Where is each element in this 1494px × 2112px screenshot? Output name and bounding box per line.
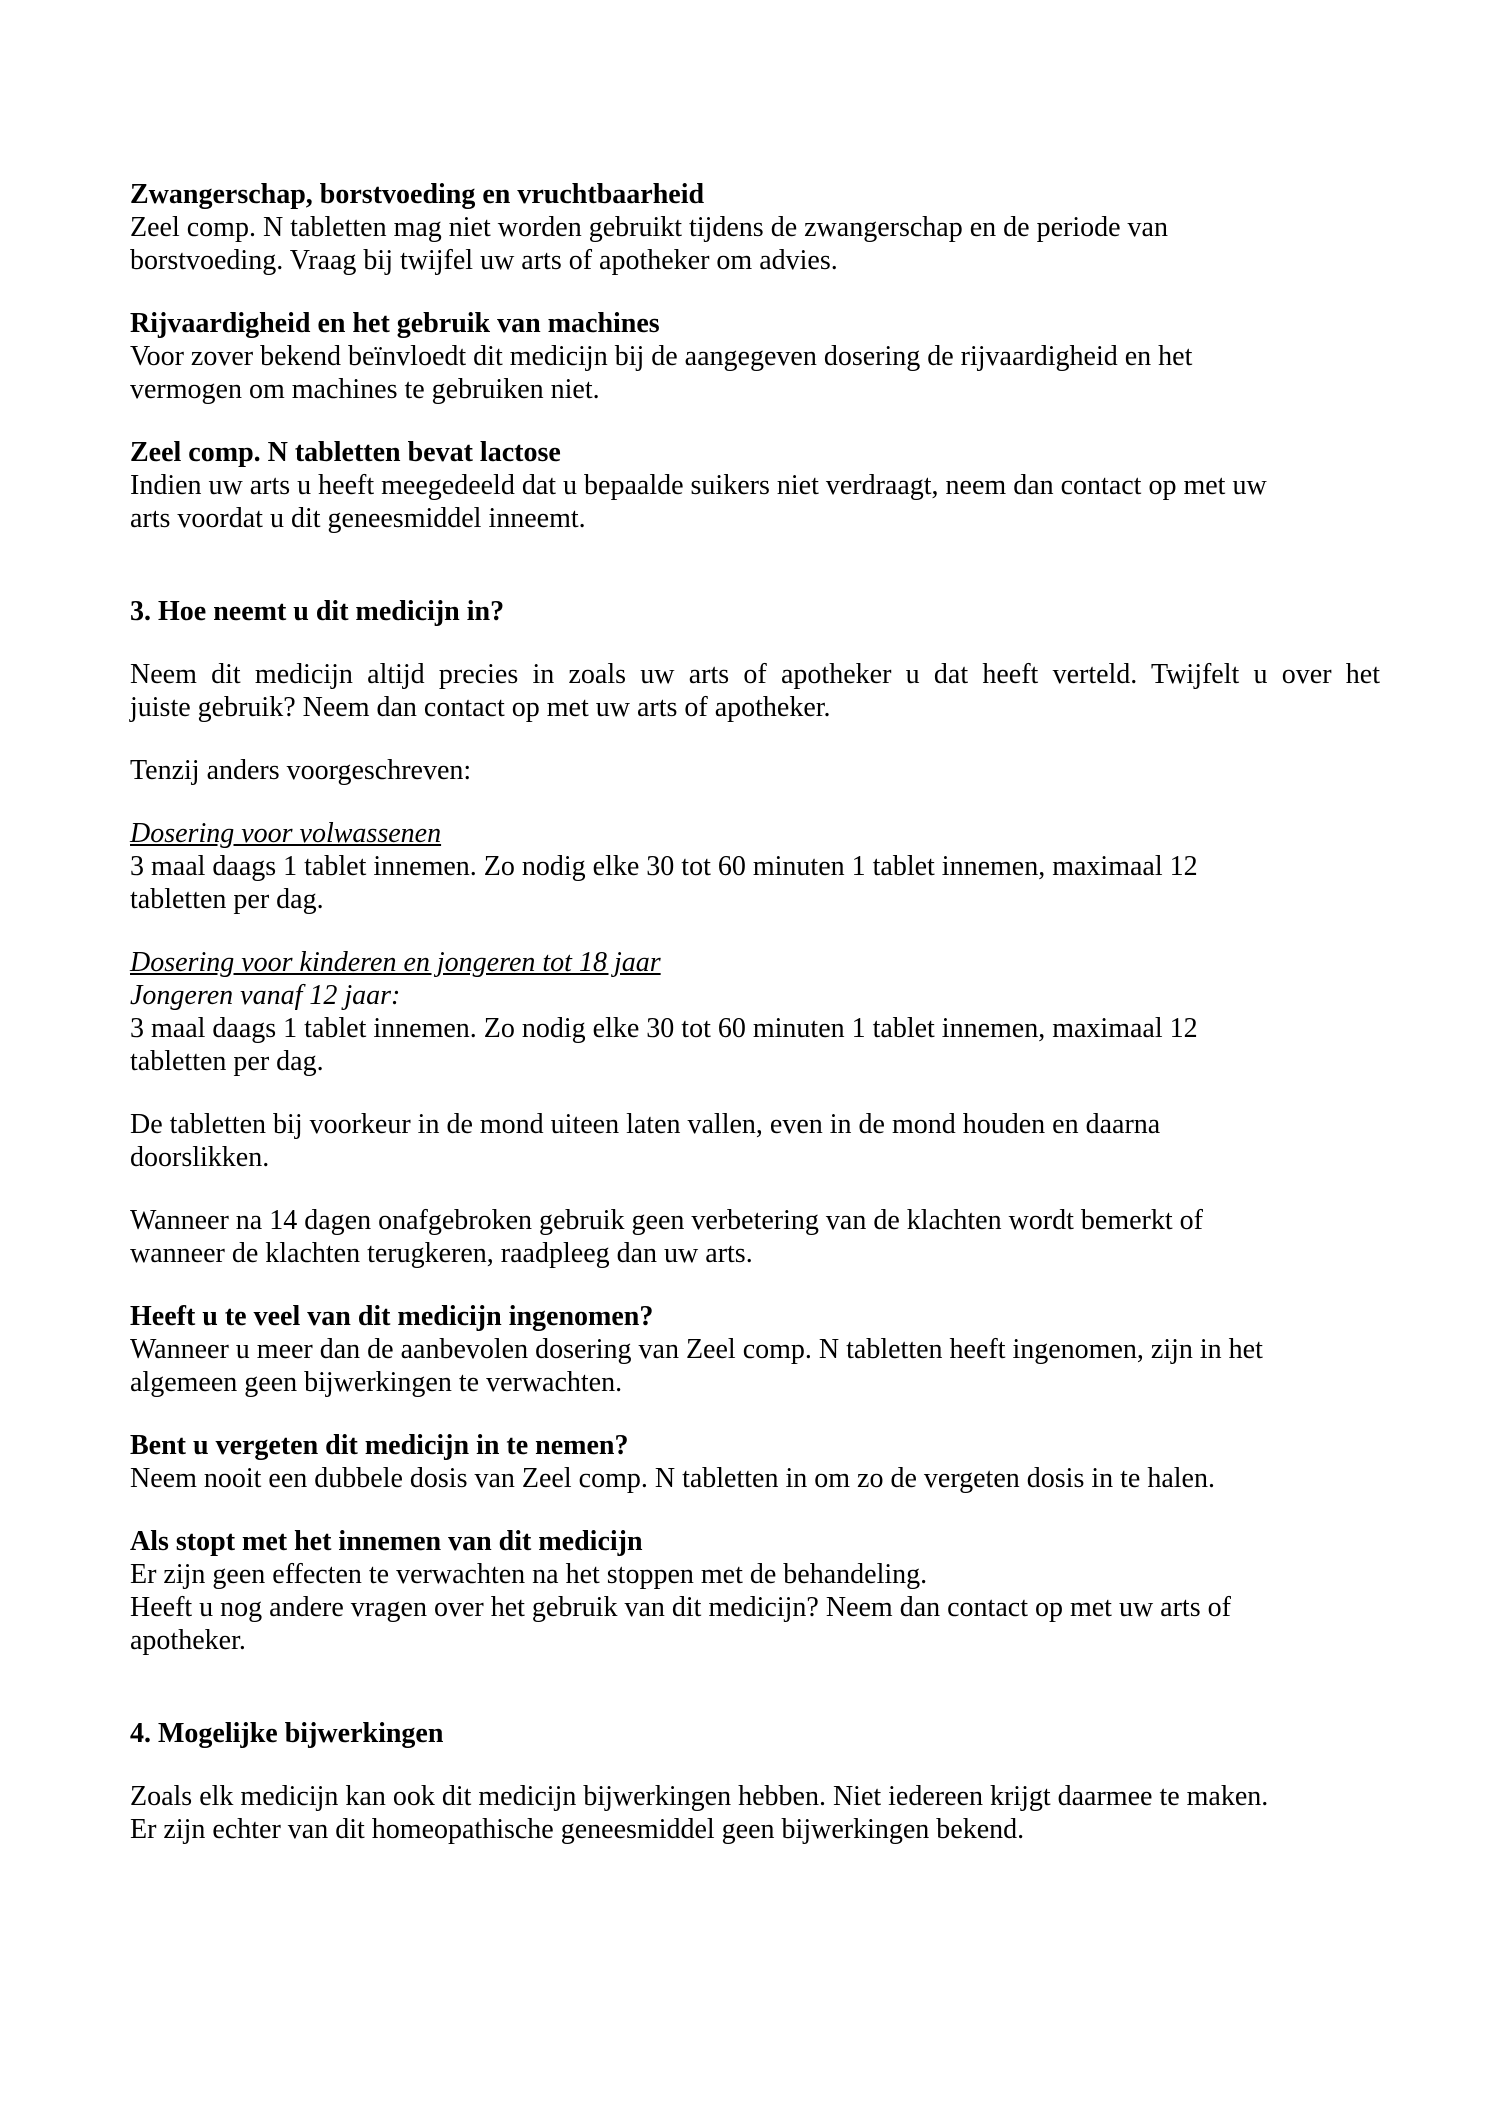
text-line: arts voordat u dit geneesmiddel inneemt. [130, 503, 586, 534]
heading-stoppen [130, 1525, 1380, 1558]
subheading-dosering-kinderen [130, 946, 1380, 979]
text-line: tabletten per dag. [130, 884, 324, 915]
para-bijwerkingen [130, 1780, 1380, 1846]
text-line: Zoals elk medicijn kan ook dit medicijn bijwerkingen hebben. Niet iedereen krijgt daarmee te maken. [130, 1781, 1269, 1812]
para-rijvaardigheid [130, 340, 1380, 406]
text-line: wanneer de klachten terugkeren, raadpleeg dan uw arts. [130, 1238, 753, 1269]
para-dosering-kinderen [130, 1012, 1380, 1078]
text-line: apotheker. [130, 1625, 246, 1656]
text-line: vermogen om machines te gebruiken niet. [130, 374, 600, 405]
section-heading-text: 3. Hoe neemt u dit medicijn in? [130, 596, 505, 627]
subheading-text: Jongeren vanaf 12 jaar: [130, 980, 401, 1011]
text-line: Er zijn echter van dit homeopathische geneesmiddel geen bijwerkingen bekend. [130, 1814, 1025, 1845]
text-line: 3 maal daags 1 tablet innemen. Zo nodig elke 30 tot 60 minuten 1 tablet innemen, maximaal 12 [130, 851, 1198, 882]
section-heading-text: 4. Mogelijke bijwerkingen [130, 1718, 444, 1749]
text-line: Zeel comp. N tabletten mag niet worden gebruikt tijdens de zwangerschap en de periode van [130, 212, 1168, 243]
para-te-veel [130, 1333, 1380, 1399]
text-line: 3 maal daags 1 tablet innemen. Zo nodig elke 30 tot 60 minuten 1 tablet innemen, maximaal 12 [130, 1013, 1198, 1044]
heading-text: Zwangerschap, borstvoeding en vruchtbaarheid [130, 179, 705, 210]
para-14-dagen [130, 1204, 1380, 1270]
para-inname-advies [130, 658, 1380, 724]
para-tabletten-mond [130, 1108, 1380, 1174]
heading-lactose [130, 436, 1380, 469]
heading-text: Rijvaardigheid en het gebruik van machines [130, 308, 660, 339]
text-line: Er zijn geen effecten te verwachten na het stoppen met de behandeling. [130, 1559, 928, 1590]
heading-vergeten [130, 1429, 1380, 1462]
text-line: juiste gebruik? Neem dan contact op met uw arts of apotheker. [130, 692, 831, 723]
heading-zwangerschap [130, 178, 1380, 211]
text-line: borstvoeding. Vraag bij twijfel uw arts of apotheker om advies. [130, 245, 838, 276]
text-line: doorslikken. [130, 1142, 270, 1173]
subheading-text: Dosering voor kinderen en jongeren tot 18 jaar [130, 947, 661, 978]
text-line: Indien uw arts u heeft meegedeeld dat u bepaalde suikers niet verdraagt, neem dan contact op met uw [130, 470, 1267, 501]
para-lactose [130, 469, 1380, 535]
text-line: tabletten per dag. [130, 1046, 324, 1077]
text-line: Tenzij anders voorgeschreven: [130, 755, 472, 786]
para-stoppen [130, 1558, 1380, 1657]
para-tenzij [130, 754, 1380, 787]
text-line: Neem dit medicijn altijd precies in zoals uw arts of apotheker u dat heeft verteld. Twijfelt u over het [130, 659, 1380, 690]
para-zwangerschap [130, 211, 1380, 277]
heading-text: Bent u vergeten dit medicijn in te nemen? [130, 1430, 629, 1461]
subheading-text: Dosering voor volwassenen [130, 818, 442, 849]
text-line: Voor zover bekend beïnvloedt dit medicijn bij de aangegeven dosering de rijvaardigheid en het [130, 341, 1193, 372]
section-heading-4 [130, 1717, 1380, 1750]
text-line: Heeft u nog andere vragen over het gebruik van dit medicijn? Neem dan contact op met uw arts of [130, 1592, 1231, 1623]
text-line: Wanneer u meer dan de aanbevolen dosering van Zeel comp. N tabletten heeft ingenomen, zijn in het [130, 1334, 1263, 1365]
text-line: algemeen geen bijwerkingen te verwachten. [130, 1367, 623, 1398]
text-line: Neem nooit een dubbele dosis van Zeel comp. N tabletten in om zo de vergeten dosis in te halen. [130, 1463, 1215, 1494]
heading-text: Als stopt met het innemen van dit medicijn [130, 1526, 643, 1557]
heading-te-veel [130, 1300, 1380, 1333]
section-heading-3 [130, 595, 1380, 628]
text-line: Wanneer na 14 dagen onafgebroken gebruik geen verbetering van de klachten wordt bemerkt of [130, 1205, 1203, 1236]
para-dosering-volwassenen [130, 850, 1380, 916]
heading-rijvaardigheid [130, 307, 1380, 340]
subheading-dosering-volwassenen [130, 817, 1380, 850]
text-line: De tabletten bij voorkeur in de mond uiteen laten vallen, even in de mond houden en daarna [130, 1109, 1161, 1140]
subheading-jongeren-12 [130, 979, 1380, 1012]
heading-text: Zeel comp. N tabletten bevat lactose [130, 437, 561, 468]
para-vergeten [130, 1462, 1380, 1495]
heading-text: Heeft u te veel van dit medicijn ingenomen? [130, 1301, 654, 1332]
